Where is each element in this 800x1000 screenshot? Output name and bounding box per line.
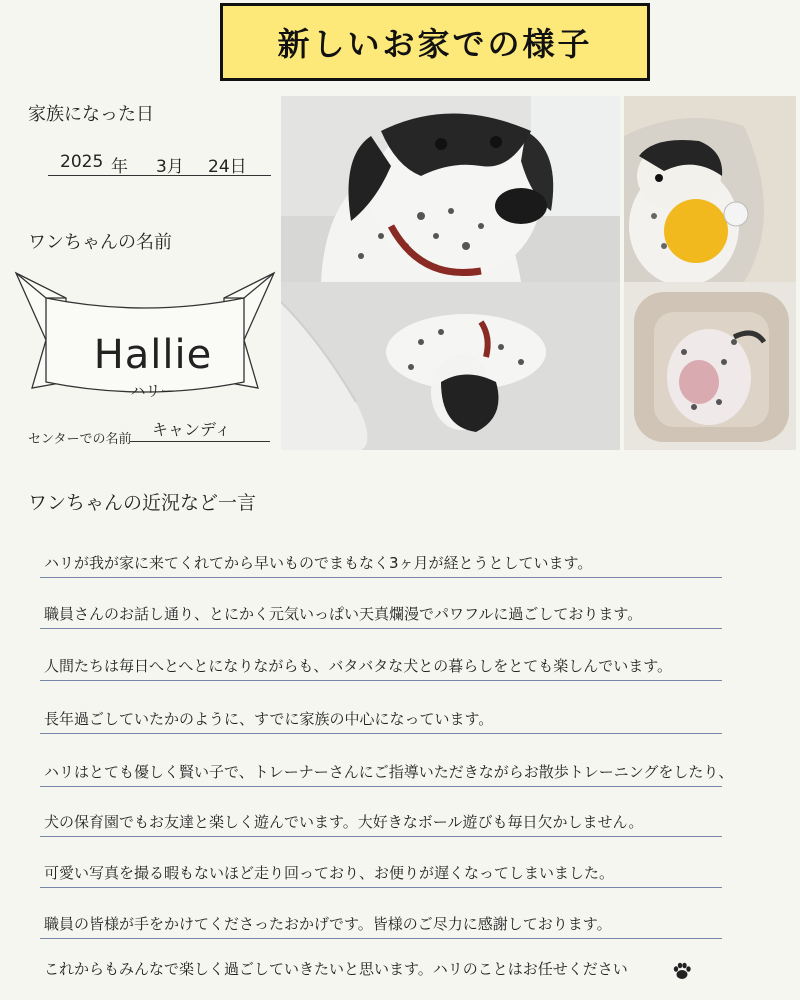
paw-icon — [672, 962, 692, 980]
center-name: キャンディ — [152, 420, 231, 439]
comment-text: これからもみんなで楽しく過ごしていきたいと思います。ハリのことはお任せください — [44, 960, 628, 978]
family-day-field — [48, 149, 271, 176]
comment-text: 犬の保育園でもお友達と楽しく遊んでいます。大好きなボール遊びも毎日欠かしません。 — [44, 813, 644, 831]
comment-section-label: ワンちゃんの近況など一言 — [28, 492, 257, 514]
dog-name-label: ワンちゃんの名前 — [28, 232, 172, 253]
photo-dog-in-bed — [624, 282, 796, 450]
photo-dog-portrait — [281, 96, 620, 282]
comment-text: ハリが我が家に来てくれてから早いものでまもなく3ヶ月が経とうとしています。 — [44, 554, 593, 572]
comment-line — [40, 547, 722, 578]
comment-text: ハリはとても優しく賢い子で、トレーナーさんにご指導いただきながらお散歩トレーニングをしたり、 — [44, 763, 734, 781]
comment-line — [40, 650, 722, 681]
dog-name: Hallie — [93, 332, 213, 378]
comment-line — [40, 806, 722, 837]
family-day-year: 2025 — [60, 152, 104, 172]
comment-line — [40, 857, 722, 888]
family-day-label: 家族になった日 — [28, 104, 154, 125]
page-title: 新しいお家での様子 — [277, 25, 593, 63]
comment-text: 可愛い写真を撮る暇もないほど走り回っており、お便りが遅くなってしまいました。 — [44, 864, 615, 882]
family-day-day: 24日 — [208, 157, 247, 177]
comment-text: 職員さんのお話し通り、とにかく元気いっぱい天真爛漫でパワフルに過ごしております。 — [44, 605, 643, 623]
dog-name-kana: ハリー — [130, 382, 176, 400]
comment-line — [40, 908, 722, 939]
center-name-label: センターでの名前 — [28, 432, 132, 447]
title-banner — [220, 3, 650, 81]
photo-dog-with-ball — [624, 96, 796, 282]
comment-text: 職員の皆様が手をかけてくださったおかげです。皆様のご尽力に感謝しております。 — [44, 915, 612, 933]
comment-line — [40, 953, 722, 983]
comment-line — [40, 703, 722, 734]
comment-text: 長年過ごしていたかのように、すでに家族の中心になっています。 — [44, 710, 494, 728]
comment-line — [40, 756, 734, 787]
comment-line — [40, 598, 722, 629]
family-day-year-unit: 年 — [111, 157, 128, 177]
family-day-month: 3月 — [156, 157, 184, 177]
comment-text: 人間たちは毎日へとへとになりながらも、バタバタな犬との暮らしをとても楽しんでいます。 — [44, 657, 673, 675]
photo-dog-lying-floor — [281, 282, 620, 450]
